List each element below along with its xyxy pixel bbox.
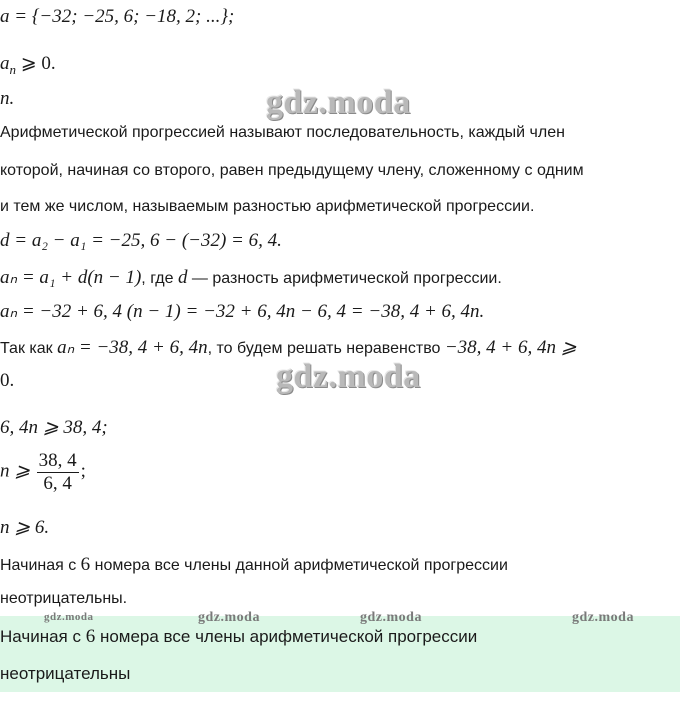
fraction-denominator: 6, 4	[43, 473, 72, 494]
answer-line-2: неотрицательны	[0, 664, 131, 683]
answer-a: Начиная с	[0, 627, 86, 646]
tak-kak-text: Так как	[0, 340, 58, 357]
inequality-result: n ⩾ 6.	[0, 517, 50, 538]
watermark-small: gdz.moda	[44, 611, 94, 623]
conclusion-b: номера все члены данной арифметической прогрессии	[90, 557, 508, 574]
general-term-calculation: aₙ = −32 + 6, 4 (n − 1) = −32 + 6, 4n − 6, 4 = −38, 4 + 6, 4n.	[0, 301, 485, 322]
find-n: n.	[0, 88, 15, 109]
difference-calculation: d = a₂ − a₁ = −25, 6 − (−32) = 6, 4.	[0, 230, 282, 251]
formula-where: , где	[141, 270, 178, 287]
n-subscript: n	[9, 61, 16, 77]
inequality-step-1: 6, 4n ⩾ 38, 4;	[0, 417, 108, 438]
condition-an-nonnegative	[0, 52, 56, 78]
definition-line-2: которой, начиная со второго, равен предыдущему члену, сложенному с одним	[0, 162, 584, 179]
watermark-logo: gdz.moda	[276, 358, 421, 395]
formula-desc: — разность арифметической прогрессии.	[187, 270, 502, 287]
watermark-small: gdz.moda	[198, 610, 260, 625]
general-term-formula	[0, 266, 502, 289]
answer-number: 6	[85, 626, 96, 647]
ineq2-tail: ;	[80, 460, 86, 482]
fraction	[37, 450, 79, 495]
inequality-zero: 0.	[0, 370, 15, 391]
inequality-setup	[0, 336, 577, 359]
watermark-logo: gdz.moda	[266, 84, 411, 121]
sequence-definition: a = {−32; −25, 6; −18, 2; ...};	[0, 6, 235, 27]
watermark-small: gdz.moda	[360, 610, 422, 625]
definition-line-1: Арифметической прогрессией называют последовательность, каждый член	[0, 124, 565, 141]
conclusion-number: 6	[80, 554, 91, 575]
definition-line-3: и тем же числом, называемым разностью арифметической прогрессии.	[0, 198, 535, 215]
watermark-small: gdz.moda	[572, 610, 634, 625]
conclusion-line-1	[0, 554, 508, 576]
conclusion-a: Начиная с	[0, 557, 81, 574]
tak-kak-math: aₙ = −38, 4 + 6, 4n	[57, 337, 208, 358]
answer-line-1	[0, 626, 477, 648]
formula-math: aₙ = a₁ + d(n − 1)	[0, 267, 142, 288]
formula-d: d	[177, 267, 188, 288]
tak-kak-ineq: −38, 4 + 6, 4n ⩾	[444, 337, 577, 358]
ineq2-lhs: n ⩾	[0, 460, 31, 482]
condition-rest: ⩾ 0.	[16, 53, 56, 74]
fraction-numerator: 38, 4	[38, 450, 77, 471]
conclusion-line-2: неотрицательны.	[0, 590, 128, 607]
a-symbol: a	[0, 53, 10, 74]
inequality-step-2	[0, 450, 86, 495]
answer-b: номера все члены арифметической прогрессии	[95, 627, 478, 646]
tak-kak-mid: , то будем решать неравенство	[207, 340, 445, 357]
